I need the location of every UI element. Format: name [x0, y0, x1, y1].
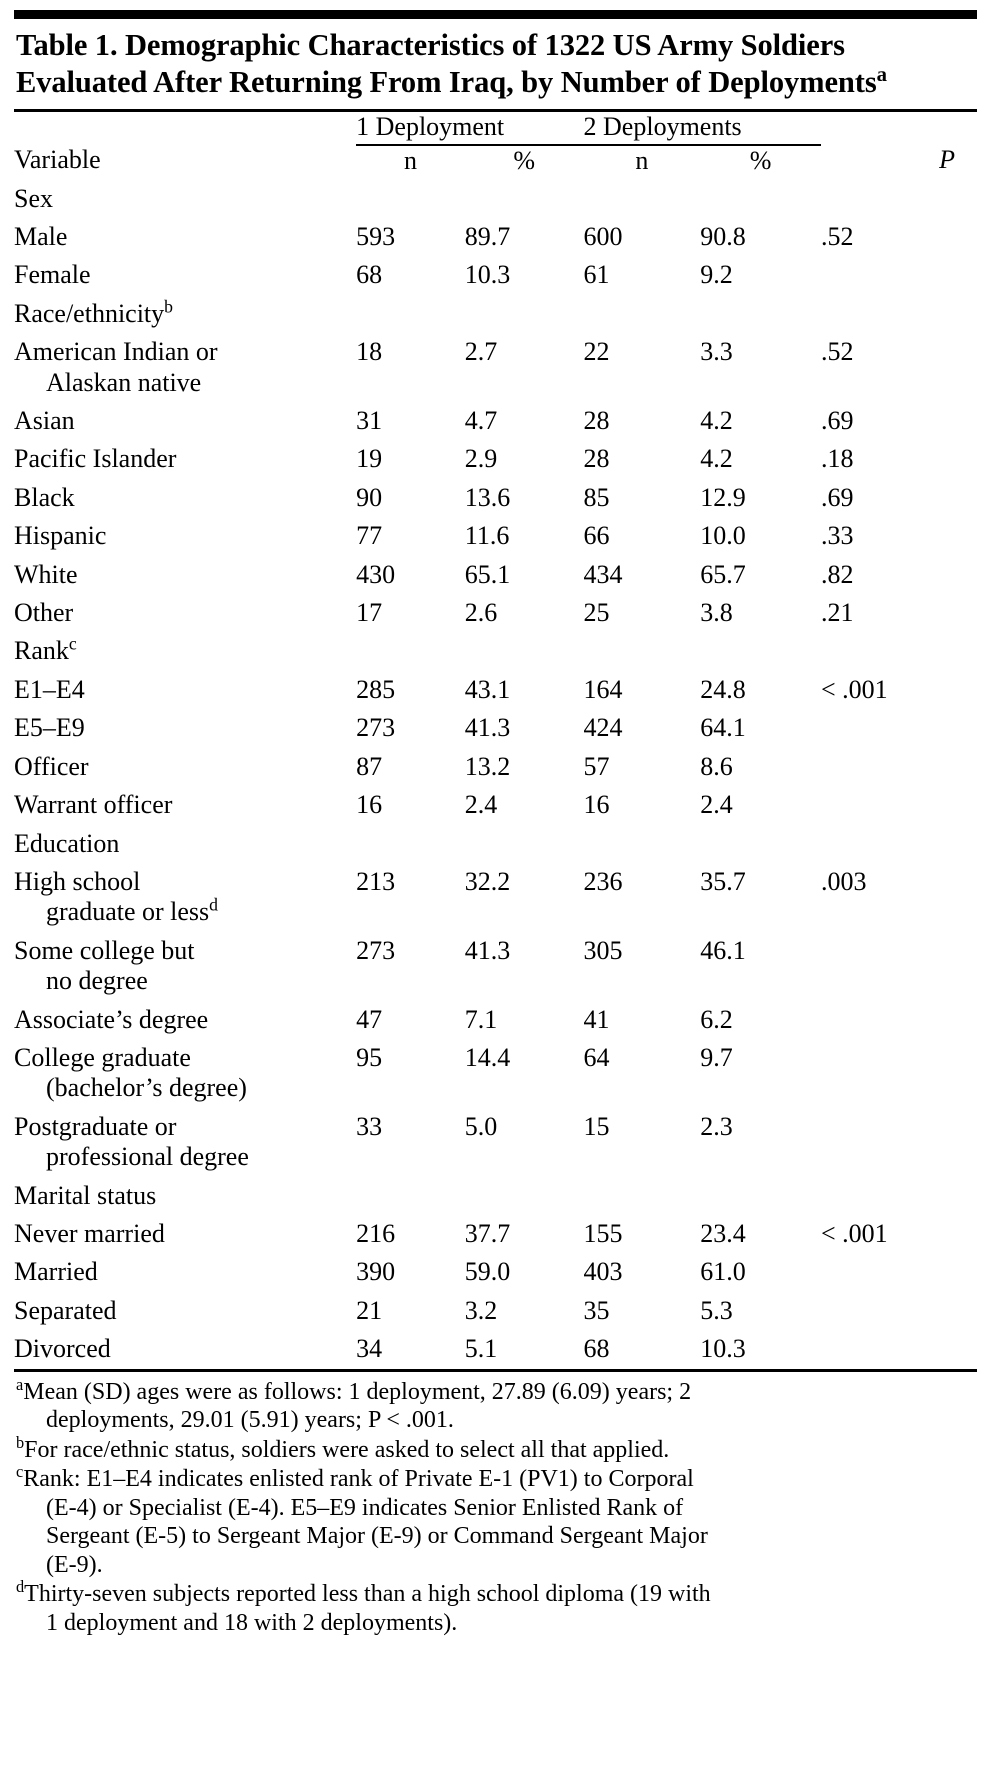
cell-n-2-deployments: 28: [583, 406, 610, 436]
cell-pct-1-deployment: 14.4: [464, 1042, 511, 1072]
cell-pct-2-deployments: 61.0: [700, 1257, 746, 1287]
empty-cell: [584, 180, 701, 218]
cell-p-value: .18: [821, 444, 854, 474]
cell-pct-2-deployments: 4.2: [700, 444, 733, 474]
column-header-pct-1: %: [513, 146, 535, 176]
cell-p-value: .82: [821, 559, 854, 589]
cell-p-value: [821, 709, 977, 747]
cell-pct-1-deployment: 5.0: [464, 1111, 498, 1141]
table-row: [14, 709, 977, 747]
table-row: [14, 932, 977, 1001]
empty-cell: [465, 180, 584, 218]
table-footnotes: [14, 1372, 977, 1638]
row-label-line2: no degree: [46, 966, 148, 996]
table-row: [14, 517, 977, 555]
cell-n-2-deployments: 61: [583, 260, 610, 290]
cell-pct-1-deployment: 89.7: [464, 222, 511, 251]
row-label-line1: Officer: [14, 751, 89, 781]
row-label-line1: Hispanic: [14, 521, 107, 551]
cell-n-2-deployments: 164: [583, 674, 623, 704]
cell-pct-1-deployment: 59.0: [464, 1257, 511, 1287]
cell-pct-1-deployment: 2.6: [464, 598, 498, 628]
row-label-line2: Alaskan native: [46, 367, 202, 397]
empty-cell: [821, 1177, 977, 1215]
empty-cell: [700, 825, 821, 863]
cell-pct-2-deployments: 2.4: [700, 790, 733, 820]
cell-pct-2-deployments: 3.3: [700, 337, 733, 367]
cell-pct-2-deployments: 24.8: [700, 674, 746, 704]
cell-pct-1-deployment: 7.1: [464, 1004, 498, 1034]
cell-n-1-deployment: 390: [356, 1257, 396, 1287]
empty-cell: [465, 295, 584, 333]
cell-n-2-deployments: 305: [583, 935, 623, 965]
cell-pct-2-deployments: 8.6: [700, 751, 733, 781]
cell-pct-1-deployment: 41.3: [464, 935, 511, 965]
cell-n-2-deployments: 22: [583, 337, 610, 367]
footnote-line: Rank: E1–E4 indicates enlisted rank of Private E-1 (PV1) to Corporal: [23, 1466, 694, 1493]
cell-n-2-deployments: 85: [583, 482, 610, 512]
table-row: [14, 1330, 977, 1368]
section-footnote-marker: b: [164, 296, 174, 317]
row-label-line1: Other: [14, 598, 74, 628]
row-label: [14, 863, 356, 932]
cell-p-value: .69: [821, 406, 854, 436]
cell-n-1-deployment: 31: [356, 406, 383, 436]
table-section-row: [14, 632, 977, 670]
cell-p-value: .21: [821, 598, 854, 628]
row-label: [14, 1330, 356, 1368]
footnote-marker: a: [16, 1374, 24, 1394]
cell-p-value: [821, 1108, 977, 1177]
table-section-label: Race/ethnicity$^b$: [14, 296, 174, 328]
row-label-line1: Warrant officer: [14, 790, 173, 820]
row-label: [14, 1292, 356, 1330]
empty-cell: [584, 825, 701, 863]
row-label: [14, 256, 356, 294]
row-label-line1: Pacific Islander: [14, 444, 177, 474]
table-row: [14, 556, 977, 594]
cell-p-value: [821, 1292, 977, 1330]
cell-p-value: [821, 1253, 977, 1291]
row-label: [14, 218, 356, 256]
table-title-footnote-marker: a: [876, 63, 887, 86]
cell-pct-1-deployment: 13.2: [464, 751, 511, 781]
row-label: [14, 556, 356, 594]
column-header-row: [14, 145, 977, 179]
cell-p-value: [821, 786, 977, 824]
cell-n-1-deployment: 95: [356, 1042, 383, 1072]
cell-pct-1-deployment: 2.9: [464, 444, 498, 474]
empty-cell: [700, 180, 821, 218]
top-rule: [14, 10, 977, 19]
group-header-1-deployment: 1 Deployment: [356, 112, 583, 145]
table-row: [14, 440, 977, 478]
row-label-line1: Some college but: [14, 935, 195, 965]
row-label-line1: Female: [14, 260, 91, 290]
cell-pct-1-deployment: 41.3: [464, 713, 511, 743]
cell-n-2-deployments: 236: [583, 866, 623, 896]
table-section-row: [14, 295, 977, 333]
row-label: [14, 748, 356, 786]
table-row: [14, 479, 977, 517]
footnote-line: Sergeant (E-5) to Sergeant Major (E-9) or Command Sergeant Major: [46, 1523, 708, 1550]
row-footnote-marker: d: [209, 894, 219, 915]
table-row: [14, 1253, 977, 1291]
cell-n-1-deployment: 213: [356, 866, 396, 896]
cell-pct-1-deployment: 13.6: [464, 482, 511, 512]
column-header-n-1: n: [403, 146, 417, 176]
column-header-p-value: P: [939, 145, 955, 175]
empty-cell: [700, 295, 821, 333]
cell-n-1-deployment: 19: [356, 444, 383, 474]
cell-n-2-deployments: 68: [583, 1334, 610, 1364]
empty-cell: [356, 295, 465, 333]
table-section-row: [14, 825, 977, 863]
empty-cell: [821, 632, 977, 670]
cell-n-1-deployment: 273: [356, 713, 396, 743]
row-label-line1: College graduate: [14, 1042, 191, 1072]
cell-pct-2-deployments: 35.7: [700, 866, 746, 896]
row-label: [14, 786, 356, 824]
cell-pct-1-deployment: 32.2: [464, 866, 511, 896]
row-label-line1: Separated: [14, 1295, 117, 1325]
cell-pct-2-deployments: 9.2: [700, 260, 733, 290]
table-section-label: Sex: [14, 183, 53, 213]
table-row: [14, 786, 977, 824]
footnote: [16, 1577, 975, 1637]
footnote: [16, 1462, 975, 1579]
footnote-line: Mean (SD) ages were as follows: 1 deployment, 27.89 (6.09) years; 2: [23, 1378, 692, 1405]
cell-p-value: [821, 748, 977, 786]
cell-pct-1-deployment: 65.1: [464, 559, 511, 589]
cell-pct-2-deployments: 5.3: [700, 1295, 733, 1325]
group-header-spacer: [14, 112, 356, 145]
row-label: [14, 671, 356, 709]
cell-p-value: .33: [821, 521, 854, 551]
row-label: [14, 709, 356, 747]
empty-cell: [356, 825, 465, 863]
empty-cell: [584, 295, 701, 333]
cell-n-2-deployments: 66: [583, 521, 610, 551]
cell-n-2-deployments: 57: [583, 751, 610, 781]
cell-pct-1-deployment: 43.1: [464, 674, 511, 704]
cell-n-1-deployment: 18: [356, 337, 383, 367]
cell-n-1-deployment: 593: [356, 222, 396, 251]
table-row: [14, 863, 977, 932]
row-label-line2: (bachelor’s degree): [46, 1073, 247, 1103]
table-header: [14, 112, 977, 180]
cell-n-2-deployments: 155: [583, 1218, 623, 1248]
cell-p-value: .69: [821, 482, 854, 512]
cell-pct-2-deployments: 65.7: [700, 559, 746, 589]
group-header-p-spacer: [821, 112, 977, 145]
table-row: [14, 333, 977, 402]
row-label: [14, 333, 356, 402]
cell-n-1-deployment: 17: [356, 598, 383, 628]
table-row: [14, 1108, 977, 1177]
table-section-label: Marital status: [14, 1180, 157, 1210]
row-label-line1: Postgraduate or: [14, 1111, 177, 1141]
table-section-row: [14, 180, 977, 218]
cell-p-value: .003: [821, 866, 867, 896]
footnote-line: 1 deployment and 18 with 2 deployments).: [46, 1609, 458, 1636]
empty-cell: [465, 1177, 584, 1215]
empty-cell: [356, 180, 465, 218]
row-label-line1: Asian: [14, 406, 75, 436]
cell-p-value: [821, 256, 977, 294]
cell-n-2-deployments: 25: [583, 598, 610, 628]
cell-n-2-deployments: 16: [583, 790, 610, 820]
row-label: [14, 1253, 356, 1291]
cell-p-value: < .001: [821, 674, 888, 704]
table-section-label: Education: [14, 828, 120, 858]
empty-cell: [584, 632, 701, 670]
cell-pct-2-deployments: 64.1: [700, 713, 746, 743]
empty-cell: [821, 825, 977, 863]
footnote-line: Thirty-seven subjects reported less than a high school diploma (19 with: [24, 1581, 711, 1608]
table-section-row: [14, 1177, 977, 1215]
table-row: [14, 256, 977, 294]
cell-p-value: [821, 1001, 977, 1039]
cell-n-1-deployment: 16: [356, 790, 383, 820]
row-label-line1: White: [14, 559, 78, 589]
row-label: [14, 402, 356, 440]
cell-pct-1-deployment: 2.4: [464, 790, 498, 820]
cell-n-2-deployments: 434: [583, 559, 623, 589]
table-title: [14, 27, 977, 101]
section-footnote-marker: c: [68, 633, 77, 654]
cell-n-1-deployment: 273: [356, 935, 396, 965]
empty-cell: [700, 1177, 821, 1215]
row-label-line1: E5–E9: [14, 713, 85, 743]
empty-cell: [356, 632, 465, 670]
row-label-line1: Male: [14, 222, 68, 251]
cell-pct-2-deployments: 23.4: [700, 1218, 746, 1248]
row-label: [14, 517, 356, 555]
cell-p-value: [821, 1039, 977, 1108]
cell-pct-1-deployment: 5.1: [464, 1334, 498, 1364]
cell-pct-1-deployment: 2.7: [464, 337, 498, 367]
demographics-table: [14, 112, 977, 1369]
cell-n-2-deployments: 41: [583, 1004, 610, 1034]
cell-p-value: [821, 1330, 977, 1368]
cell-pct-2-deployments: 90.8: [700, 222, 746, 251]
cell-n-1-deployment: 90: [356, 482, 383, 512]
footnote: [16, 1374, 975, 1435]
cell-pct-2-deployments: 6.2: [700, 1004, 733, 1034]
table-row: [14, 1215, 977, 1253]
empty-cell: [356, 1177, 465, 1215]
cell-n-2-deployments: 35: [583, 1295, 610, 1325]
cell-n-1-deployment: 21: [356, 1295, 383, 1325]
cell-p-value: [821, 932, 977, 1001]
cell-n-2-deployments: 28: [583, 444, 610, 474]
column-header-pct-2: %: [749, 146, 772, 176]
row-label: [14, 932, 356, 1001]
row-label: [14, 440, 356, 478]
footnote-marker: c: [16, 1462, 24, 1482]
empty-cell: [465, 825, 584, 863]
empty-cell: [465, 632, 584, 670]
table-row: [14, 1039, 977, 1108]
cell-n-1-deployment: 47: [356, 1004, 383, 1034]
table-row: [14, 218, 977, 256]
row-label-line1: American Indian or: [14, 337, 218, 367]
table-row: [14, 748, 977, 786]
cell-pct-1-deployment: 11.6: [464, 521, 510, 551]
cell-pct-2-deployments: 9.7: [700, 1042, 733, 1072]
footnote-line: deployments, 29.01 (5.91) years; P < .001.: [46, 1407, 454, 1434]
row-label-line1: Married: [14, 1257, 98, 1287]
column-header-variable: Variable: [14, 145, 101, 175]
cell-n-1-deployment: 87: [356, 751, 383, 781]
table-row: [14, 671, 977, 709]
cell-n-2-deployments: 403: [583, 1257, 623, 1287]
cell-p-value: .52: [821, 222, 854, 251]
row-label-line1: Divorced: [14, 1334, 111, 1364]
cell-pct-1-deployment: 4.7: [464, 406, 498, 436]
row-label-line1: High school: [14, 866, 141, 896]
column-header-n-2: n: [635, 146, 649, 176]
footnote-line: (E-4) or Specialist (E-4). E5–E9 indicates Senior Enlisted Rank of: [46, 1494, 684, 1521]
cell-p-value: < .001: [821, 1218, 888, 1248]
row-label: [14, 1108, 356, 1177]
cell-pct-1-deployment: 3.2: [464, 1295, 498, 1325]
row-label: [14, 594, 356, 632]
cell-n-1-deployment: 430: [356, 559, 396, 589]
row-label-line1: Associate’s degree: [14, 1004, 209, 1034]
row-label: [14, 1001, 356, 1039]
row-label-line2: graduate or less$^d$: [46, 894, 219, 927]
empty-cell: [584, 1177, 701, 1215]
footnote-marker: d: [16, 1577, 25, 1597]
cell-n-1-deployment: 77: [356, 521, 383, 551]
footnote-marker: b: [16, 1432, 25, 1452]
cell-p-value: .52: [821, 337, 854, 367]
table-row: [14, 1001, 977, 1039]
empty-cell: [700, 632, 821, 670]
cell-pct-2-deployments: 3.8: [700, 598, 733, 628]
group-header-2-deployments: 2 Deployments: [584, 112, 821, 145]
row-label-line1: Black: [14, 482, 75, 512]
cell-n-2-deployments: 15: [583, 1111, 610, 1141]
table-section-label: Rank$^c$: [14, 633, 77, 666]
empty-cell: [821, 180, 977, 218]
footnote: [16, 1432, 975, 1465]
cell-n-2-deployments: 424: [583, 713, 623, 743]
cell-pct-2-deployments: 2.3: [700, 1111, 733, 1141]
cell-pct-2-deployments: 12.9: [700, 482, 746, 512]
row-label-line2: professional degree: [46, 1142, 249, 1172]
table-title-text: Table 1. Demographic Characteristics of 1322 US Army Soldiers Evaluated After Returning From Iraq, by Number of Deployments: [16, 28, 877, 99]
cell-pct-2-deployments: 4.2: [700, 406, 733, 436]
cell-n-1-deployment: 34: [356, 1334, 383, 1364]
footnote-line: For race/ethnic status, soldiers were asked to select all that applied.: [24, 1436, 670, 1463]
table-row: [14, 402, 977, 440]
cell-pct-2-deployments: 10.0: [700, 521, 746, 551]
cell-pct-1-deployment: 10.3: [464, 260, 511, 290]
cell-pct-1-deployment: 37.7: [464, 1218, 511, 1248]
row-label: [14, 1039, 356, 1108]
cell-n-2-deployments: 64: [583, 1042, 610, 1072]
table-row: [14, 594, 977, 632]
empty-cell: [821, 295, 977, 333]
cell-pct-2-deployments: 10.3: [700, 1334, 746, 1364]
row-label-line1: E1–E4: [14, 674, 85, 704]
cell-pct-2-deployments: 46.1: [700, 935, 746, 965]
row-label: [14, 1215, 356, 1253]
row-label-line1: Never married: [14, 1218, 165, 1248]
table-row: [14, 1292, 977, 1330]
group-header-row: [14, 112, 977, 145]
cell-n-1-deployment: 68: [356, 260, 383, 290]
table-body: [14, 180, 977, 1369]
cell-n-2-deployments: 600: [583, 222, 623, 251]
cell-n-1-deployment: 33: [356, 1111, 383, 1141]
cell-n-1-deployment: 285: [356, 674, 396, 704]
cell-n-1-deployment: 216: [356, 1218, 396, 1248]
row-label: [14, 479, 356, 517]
footnote-line: (E-9).: [46, 1551, 103, 1578]
